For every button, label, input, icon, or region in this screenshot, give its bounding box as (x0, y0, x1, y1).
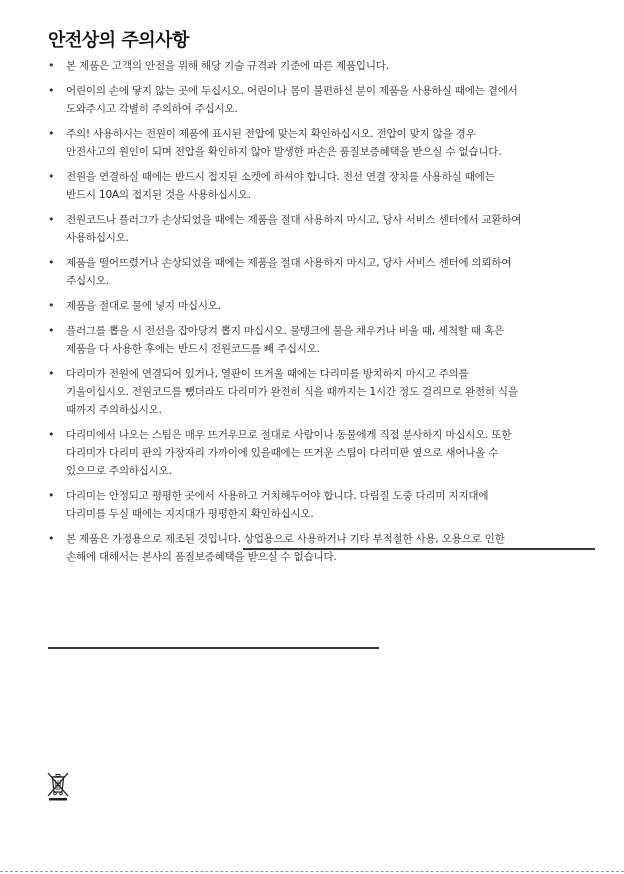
list-item: • 다리미는 안정되고 평평한 곳에서 사용하고 거치해두어야 합니다. 다림질 도중 다리미 지지대에 다리미를 두실 때에는 지지대가 평평한지 확인하십시오. (48, 487, 526, 523)
section-divider (243, 548, 595, 550)
section-title: 안전상의 주의사항 (48, 30, 189, 51)
list-item: • 본 제품은 가정용으로 제조된 것입니다. 상업용으로 사용하거나 기타 부적절한 사용, 오용으로 인한 손해에 대해서는 본사의 품질보증혜택을 받으실 수 없습니다. (48, 530, 526, 566)
section-divider (48, 647, 379, 649)
list-item: • 제품을 절대로 물에 넣지 마십시오. (48, 297, 526, 315)
list-item: • 다리미에서 나오는 스팀은 매우 뜨거우므로 절대로 사람이나 동물에게 직접 분사하지 마십시오. 또한 다리미가 다리미 판의 가장자리 가까이에 있을때에는 뜨거운 스팀이 다리미판 옆으로 새어나올 수 있으므로 주의하십시오. (48, 426, 526, 480)
list-item: • 전원을 연결하실 때에는 반드시 접지된 소켓에 하셔야 합니다. 전선 연결 장치를 사용하실 때에는 반드시 10A의 접지된 것을 사용하십시오. (48, 168, 526, 204)
safety-precautions-list (48, 57, 526, 573)
list-item: • 다리미가 전원에 연결되어 있거나, 열판이 뜨거울 때에는 다리미를 방치하지 마시고 주의를 기울이십시오. 전원코드를 뺐더라도 다리미가 완전히 식을 때까지는 1시간 정도 걸리므로 완전히 식을 때까지 주의하십시오. (48, 365, 526, 419)
list-item: • 전원코드나 플러그가 손상되었을 때에는 제품을 절대 사용하지 마시고, 당사 서비스 센터에서 교환하여 사용하십시오. (48, 211, 526, 247)
list-item: • 주의! 사용하시는 전원이 제품에 표시된 전압에 맞는지 확인하십시오. 전압이 맞지 않을 경우 안전사고의 원인이 되며 전압을 확인하지 않아 발생한 파손은 품질보증혜택을 받으실 수 없습니다. (48, 125, 526, 161)
crossed-out-wheelie-bin-icon (46, 771, 70, 801)
list-item: • 플러그를 뽑을 시 전선을 잡아당겨 뽑지 마십시오. 물탱크에 물을 채우거나 비울 때, 세척할 때 혹은 제품을 다 사용한 후에는 반드시 전원코드를 빼 주십시오. (48, 322, 526, 358)
list-item: • 제품을 떨어뜨렸거나 손상되었을 때에는 제품을 절대 사용하지 마시고, 당사 서비스 센터에 의뢰하여 주십시오. (48, 254, 526, 290)
list-item: • 어린이의 손에 닿지 않는 곳에 두십시오. 어린이나 몸이 불편하신 분이 제품을 사용하실 때에는 곁에서 도와주시고 각별히 주의하여 주십시오. (48, 82, 526, 118)
page-bottom-border (0, 871, 624, 872)
list-item: • 본 제품은 고객의 안전을 위해 해당 기술 규격과 기준에 따른 제품입니다. (48, 57, 526, 75)
